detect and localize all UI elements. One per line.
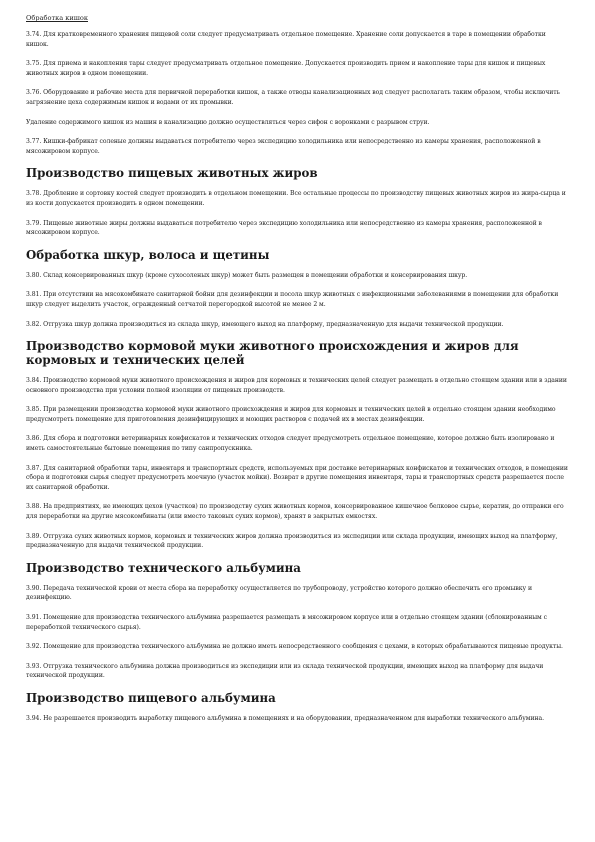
section-technical-albumin [26, 561, 569, 681]
paragraph-3-92: 3.92. Помещение для производства технического альбумина не должно иметь непосредственного сообщения с цехами, в которых обрабатываются пищевые продукты. [26, 643, 563, 651]
paragraph-3-91: 3.91. Помещение для производства технического альбумина разрешается размещать в мясожировом корпусе или в отдельно стоящем здании (сблокированным с переработкой технического сырья). [26, 614, 547, 631]
paragraph-3-84: 3.84. Производство кормовой муки животного происхождения и жиров для кормовых и технических целей следует размещать в отдельно стоящем здании или в здании основного производства при условии полной изоляции от пищевых производств. [26, 377, 567, 394]
section-heading: Производство кормовой муки животного происхождения и жиров для кормовых и технических целей [26, 339, 519, 368]
paragraph-kishki-removal: Удаление содержимого кишок из машин в канализацию должно осуществляться через сифон с воронками с разрывом струи. [26, 118, 430, 126]
section-feed-meal [26, 339, 569, 551]
paragraph-3-89: 3.89. Отгрузка сухих животных кормов, кормовых и технических жиров должна производиться из экспедиции или склада продукции, имеющих выход на платформу, предназначенную для выдачи технической продукции. [26, 532, 558, 550]
paragraph-3-75: 3.75. Для приема и накопления тары следует предусматривать отдельное помещение. Допускается производить прием и накопление тары для кишок и пищевых животных жиров в одном помещении. [26, 60, 546, 77]
paragraph-3-74: 3.74. Для кратковременного хранения пищевой соли следует предусматривать отдельное помещение. Хранение соли допускается в таре в помещении обработки кишок. [26, 31, 546, 48]
paragraph-3-94: 3.94. Не разрешается производить выработку пищевого альбумина в помещениях и на оборудовании, предназначенном для выработки технического альбумина. [26, 714, 544, 722]
paragraph-3-87: 3.87. Для санитарной обработки тары, инвентаря и транспортных средств, используемых при доставке ветеринарных конфискатов и технических отходов, в помещении сбора и подготовки сырья следует предусмотреть моечную (участок мойки). Возврат в другие помещения инвентаря, тары и транспортных средств разрешается после их санитарной обработки. [26, 464, 568, 491]
section-heading: Производство пищевого альбумина [26, 690, 276, 705]
section-heading: Производство технического альбумина [26, 560, 301, 575]
paragraph-3-79: 3.79. Пищевые животные жиры должны выдаваться потребителю через экспедицию холодильника или непосредственно из камеры хранения, расположенной в мясожировом корпусе. [26, 219, 542, 237]
paragraph-3-81: 3.81. При отсутствии на мясокомбинате санитарной бойни для дезинфекции и посола шкур животных с инфекционными заболеваниями в помещении для обработки шкур следует выделить участок, огражденный сетчатой перегородкой высотой не менее 2 м. [26, 291, 559, 308]
paragraph-3-76: 3.76. Оборудование и рабочие места для первичной переработки кишок, а также отводы канализационных вод следует располагать таким образом, чтобы исключить загрязнение цеха содержимым кишок и водами от их промывки. [26, 89, 560, 106]
paragraph-3-85: 3.85. При размещении производства кормовой муки животного происхождения и жиров для кормовых и технических целей в отдельно стоящем здании необходимо предусмотреть помещение для приготовления дезинфицирующих и моющих растворов с подачей их в местах дезинфекции. [26, 406, 556, 423]
section-heading: Обработка шкур, волоса и щетины [26, 247, 270, 262]
paragraph-3-86: 3.86. Для сбора и подготовки ветеринарных конфискатов и технических отходов следует предусмотреть отдельное помещение, которое должно быть изолировано и иметь самостоятельные бытовые помещения по типу санпропускника. [26, 435, 555, 453]
paragraph-3-93: 3.93. Отгрузка технического альбумина должна производиться из экспедиции или из склада технической продукции, имеющих выход на платформу для выдачи технической продукции. [26, 662, 544, 680]
paragraph-3-78: 3.78. Дробление и сортовку костей следует производить в отдельном помещении. Все остальные процессы по производству пищевых животных жиров из жира-сырца и из кости допускается производить в одном помещении. [26, 190, 566, 207]
section-food-fats [26, 166, 569, 237]
paragraph-3-88: 3.88. На предприятиях, не имеющих цехов (участков) по производству сухих животных кормов, консервированное кишечное белковое сырье, кератин, до отправки его для переработки на другие мясокомбинаты (или вместо таковых сухих кормов), хранят в закрытых емкостях. [26, 503, 564, 521]
section-label: Обработка кишок [26, 14, 88, 22]
section-food-albumin [26, 691, 569, 724]
paragraph-3-80: 3.80. Склад консервированных шкур (кроме сухосоленых шкур) может быть размещен в помещении обработки и консервирования шкур. [26, 271, 468, 279]
section-hides [26, 248, 569, 329]
paragraph-3-82: 3.82. Отгрузка шкур должна производиться из склада шкур, имеющего выход на платформу, предназначенную для выдачи технической продукции. [26, 320, 504, 328]
section-heading: Производство пищевых животных жиров [26, 166, 318, 181]
paragraph-3-90: 3.90. Передача технической крови от места сбора на переработку осуществляется по трубопроводу, устройство которого должно обеспечить его промывку и дезинфекцию. [26, 584, 532, 602]
paragraph-3-77: 3.77. Кишки-фабрикат соленые должны выдаваться потребителю через экспедицию холодильника или непосредственно из камеры хранения, расположенной в мясожировом корпусе. [26, 138, 541, 155]
section-kishki [26, 30, 569, 156]
